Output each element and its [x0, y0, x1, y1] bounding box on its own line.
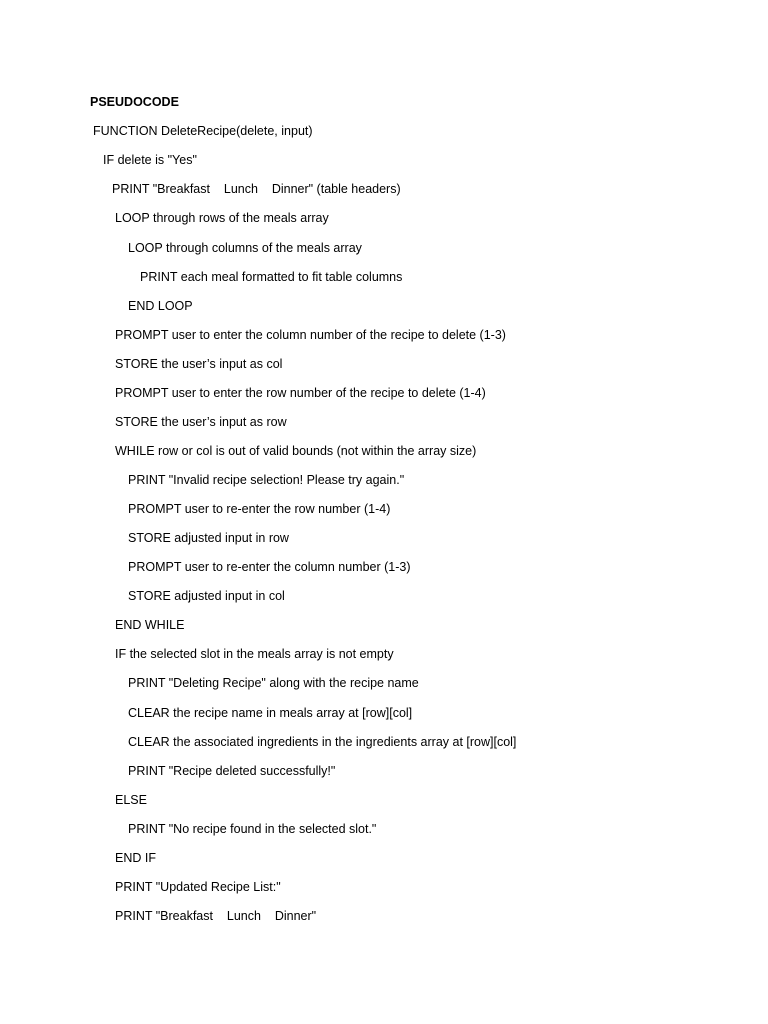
code-line: IF the selected slot in the meals array is not empty	[115, 647, 394, 661]
code-line: ELSE	[115, 793, 147, 807]
code-line: END LOOP	[128, 299, 193, 313]
code-line: IF delete is "Yes"	[103, 153, 197, 167]
code-line: CLEAR the recipe name in meals array at [row][col]	[128, 706, 413, 720]
code-line: PROMPT user to enter the row number of the recipe to delete (1-4)	[115, 386, 486, 400]
code-line: PRINT "Breakfast Lunch Dinner" (table headers)	[112, 182, 401, 196]
code-line: WHILE row or col is out of valid bounds (not within the array size)	[115, 444, 477, 458]
code-line: CLEAR the associated ingredients in the ingredients array at [row][col]	[128, 735, 517, 749]
code-line: STORE adjusted input in col	[128, 589, 285, 603]
code-line: END IF	[115, 851, 156, 865]
code-line: PROMPT user to re-enter the row number (1-4)	[128, 502, 391, 516]
code-line: STORE the user’s input as row	[115, 415, 287, 429]
code-line: STORE the user’s input as col	[115, 357, 283, 371]
code-line: PRINT "Recipe deleted successfully!"	[128, 764, 336, 778]
code-line: END WHILE	[115, 618, 185, 632]
code-line: PRINT "Breakfast Lunch Dinner"	[115, 909, 317, 923]
code-line: PRINT "Invalid recipe selection! Please try again."	[128, 473, 405, 487]
code-line: PRINT "Updated Recipe List:"	[115, 880, 281, 894]
code-line: PROMPT user to re-enter the column number (1-3)	[128, 560, 411, 574]
code-line: LOOP through columns of the meals array	[128, 241, 362, 255]
code-line: STORE adjusted input in row	[128, 531, 289, 545]
code-line: PRINT "Deleting Recipe" along with the recipe name	[128, 676, 419, 690]
code-line: PRINT each meal formatted to fit table columns	[140, 270, 403, 284]
document-heading: PSEUDOCODE	[90, 95, 179, 109]
code-line: LOOP through rows of the meals array	[115, 211, 329, 225]
code-line: PROMPT user to enter the column number of the recipe to delete (1-3)	[115, 328, 506, 342]
code-line: FUNCTION DeleteRecipe(delete, input)	[93, 124, 313, 138]
code-line: PRINT "No recipe found in the selected slot."	[128, 822, 377, 836]
